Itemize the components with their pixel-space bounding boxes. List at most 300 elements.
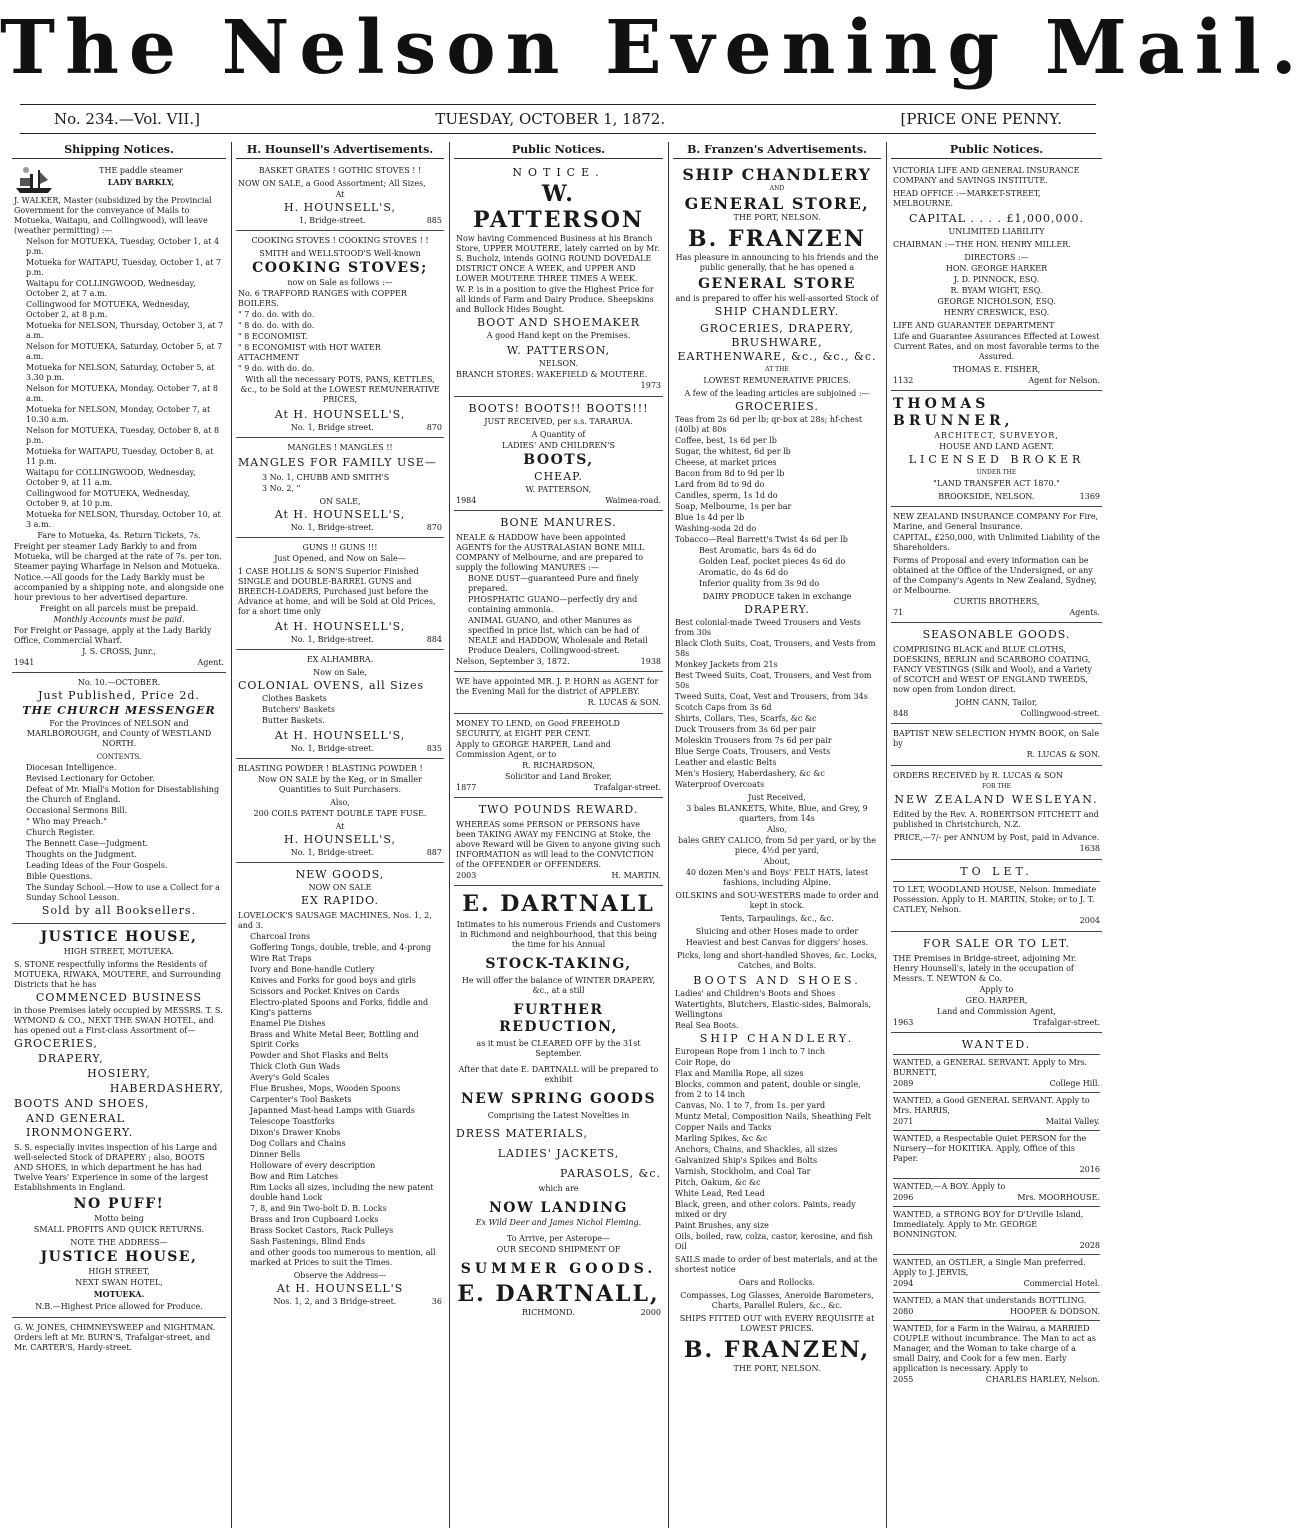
ad-line: GEO. HARPER, bbox=[965, 996, 1028, 1005]
ad-line: The Bennett Case—Judgment. bbox=[26, 839, 148, 848]
ad-boots bbox=[454, 399, 663, 511]
ad-line: At bbox=[335, 822, 345, 831]
ad-line: Blocks, common and patent, double or single, from 2 to 14 inch bbox=[675, 1080, 861, 1099]
ad-line: " Who may Preach." bbox=[26, 817, 107, 826]
ad-line: PARASOLS, &c. bbox=[559, 1167, 661, 1180]
ad-line: CHEAP. bbox=[534, 470, 583, 483]
ad-line: Sash Fastenings, Blind Ends bbox=[250, 1237, 366, 1246]
column-heading: H. Hounsell's Advertisements. bbox=[236, 142, 444, 159]
ad-line: LIFE AND GUARANTEE DEPARTMENT bbox=[893, 321, 1055, 330]
ad-line: NO PUFF! bbox=[73, 1196, 165, 1212]
ad-line: Just Received, bbox=[748, 793, 806, 802]
ad-line: S. STONE respectfully informs the Residents of MOTUEKA, RIWAKA, MOUTERE, and Surrounding Districts that he has bbox=[14, 960, 222, 989]
ad-line: SHIP CHANDLERY. bbox=[699, 1032, 855, 1045]
ad-line: NEW ZEALAND WESLEYAN. bbox=[894, 793, 1099, 806]
ad-line: No. 1, Bridge-street. bbox=[290, 635, 374, 644]
ad-line: Bow and Rim Latches bbox=[250, 1172, 339, 1181]
ad-line: Aromatic, do 4s 6d do bbox=[699, 568, 789, 577]
ad-line: Japanned Mast-head Lamps with Guards bbox=[250, 1106, 415, 1115]
ad-line: Maitai Valley. bbox=[1045, 1117, 1100, 1126]
ad-number: 2000 bbox=[640, 1308, 661, 1317]
ad-line: Church Register. bbox=[26, 828, 95, 837]
ad-dartnall bbox=[454, 888, 663, 1322]
ad-line: Candles, sperm, 1s 1d do bbox=[675, 491, 778, 500]
ad-line: Compasses, Log Glasses, Aneroide Barometers, Charts, Parallel Rulers, &c., &c. bbox=[680, 1291, 874, 1310]
ad-line: Copper Nails and Tacks bbox=[675, 1123, 772, 1132]
ad-line: Nelson for MOTUEKA, Monday, October 7, at 8 a.m. bbox=[26, 384, 218, 403]
ad-line: Now on Sale, bbox=[313, 668, 367, 677]
ad-line: CONTENTS. bbox=[96, 753, 142, 761]
ad-line: N.B.—Highest Price allowed for Produce. bbox=[35, 1302, 203, 1311]
ad-line: No. 1, Bridge street. bbox=[290, 423, 374, 432]
ad-appleby-agent bbox=[454, 674, 663, 714]
newspaper-title: The Nelson Evening Mail. bbox=[0, 5, 1307, 91]
ad-line: Anchors, Chains, and Shackles, all sizes bbox=[675, 1145, 838, 1154]
ad-line: Muntz Metal, Composition Nails, Sheathing Felt bbox=[675, 1112, 872, 1121]
ad-line: Rim Locks all sizes, including the new patent double hand Lock bbox=[250, 1183, 434, 1202]
ad-line: NELSON. bbox=[538, 359, 579, 368]
ad-line: Apply to bbox=[979, 985, 1014, 994]
ad-line: Real Sea Boots. bbox=[675, 1021, 739, 1030]
ad-line: Wire Rat Traps bbox=[250, 954, 312, 963]
ad-line: Varnish, Stockholm, and Coal Tar bbox=[675, 1167, 811, 1176]
ad-line: BLASTING POWDER ! BLASTING POWDER ! bbox=[238, 764, 423, 773]
ad-line: Best Tweed Suits, Coat, Trousers, and Vest from 50s bbox=[675, 671, 872, 690]
ad-line: Heaviest and best Canvas for diggers' hoses. bbox=[685, 938, 869, 947]
ad-line: The Sunday School.—How to use a Collect for a Sunday School Lesson. bbox=[26, 883, 220, 902]
ad-line: CAPITAL . . . . £1,000,000. bbox=[908, 212, 1085, 225]
ad-line: Notice.—All goods for the Lady Barkly must be accompanied by a shipping note, and alongside one hour previous to her advertised departure. bbox=[14, 573, 224, 602]
ad-lady-barkly bbox=[12, 163, 226, 673]
ad-line: WANTED, a GENERAL SERVANT. Apply to Mrs. BURNETT, bbox=[893, 1058, 1088, 1077]
ad-line: WANTED, a Respectable Quiet PERSON for the Nursery—for HOKITIKA. Apply, Office of this Paper. bbox=[893, 1130, 1100, 1164]
ad-line: GROCERIES. bbox=[735, 400, 819, 413]
ad-line: Bacon from 8d to 9d per lb bbox=[675, 469, 785, 478]
ad-line: Best Aromatic, bars 4s 6d do bbox=[699, 546, 817, 555]
ad-line: HIGH STREET, MOTUEKA. bbox=[63, 947, 175, 956]
ad-line: Picks, long and short-handled Shoves, &c. Locks, Catches, and Bolts. bbox=[677, 951, 877, 970]
ad-line: Collingwood-street. bbox=[1020, 709, 1100, 718]
ad-line: At H. HOUNSELL'S bbox=[276, 1282, 404, 1295]
ad-patterson-notice bbox=[454, 163, 663, 397]
ad-line: OILSKINS and SOU-WESTERS made to order and kept in stock. bbox=[675, 891, 879, 910]
column-heading: Shipping Notices. bbox=[12, 142, 226, 159]
ad-line: "LAND TRANSFER ACT 1870." bbox=[933, 479, 1060, 488]
ad-line: Blue Serge Coats, Trousers, and Vests bbox=[675, 747, 831, 756]
issue-date: TUESDAY, OCTOBER 1, 1872. bbox=[435, 110, 666, 128]
ad-line: MOTUEKA. bbox=[93, 1289, 145, 1299]
ad-line: Avery's Gold Scales bbox=[250, 1073, 330, 1082]
ad-line: Also, bbox=[330, 798, 350, 807]
ad-line: GENERAL STORE bbox=[698, 276, 856, 292]
ad-number: 1638 bbox=[1079, 844, 1100, 853]
ad-line: Motto being bbox=[94, 1214, 144, 1223]
issue-number: No. 234.—Vol. VII.] bbox=[54, 110, 200, 128]
ad-line: ORDERS RECEIVED by R. LUCAS & SON bbox=[893, 771, 1063, 780]
column-heading: Public Notices. bbox=[454, 142, 663, 159]
ad-line: Diocesan Intelligence. bbox=[26, 763, 117, 772]
ad-number: 2089 bbox=[893, 1079, 914, 1088]
ad-line: Waterproof Overcoats bbox=[675, 780, 765, 789]
ad-line: For Freight or Passage, apply at the Lady Barkly Office, Commercial Wharf. bbox=[14, 626, 212, 645]
ad-new-goods bbox=[236, 865, 444, 1311]
ad-line: NOTE THE ADDRESS— bbox=[70, 1238, 168, 1247]
ad-line: Now ON SALE by the Keg, or in Smaller Quantities to Suit Purchasers. bbox=[258, 775, 422, 794]
ad-line: Oils, boiled, raw, colza, castor, kerosine, and fish Oil bbox=[675, 1232, 873, 1251]
ad-line: Scissors and Pocket Knives on Cards bbox=[250, 987, 400, 996]
column-public-notices-2 bbox=[889, 142, 1104, 1528]
ad-line: NOTICE. bbox=[512, 166, 605, 179]
ad-line: THE PORT, NELSON. bbox=[733, 1364, 821, 1373]
ad-number: 885 bbox=[426, 216, 442, 225]
ad-line: GENERAL STORE, bbox=[684, 194, 870, 213]
ad-line: BOOT AND SHOEMAKER bbox=[477, 316, 640, 329]
ad-line: No. 10.—OCTOBER. bbox=[77, 678, 161, 687]
ad-line: WANTED, for a Farm in the Wairau, a MARRIED COUPLE without incumbrance. The Man to act as Manager, and the Woman to take charge of a small Dairy, and Cook for a few men. Early application is necessary. Apply to bbox=[893, 1320, 1100, 1374]
ad-line: CAPITAL, £250,000, with Unlimited Liability of the Shareholders. bbox=[893, 533, 1100, 552]
ad-line: Canvas, No. 1 to 7, from 1s. per yard bbox=[675, 1101, 826, 1110]
ad-line: Thick Cloth Gun Wads bbox=[250, 1062, 341, 1071]
column-divider bbox=[231, 142, 232, 1528]
ad-line: Waitapu for COLLINGWOOD, Wednesday, October 9, at 11 a.m. bbox=[26, 468, 196, 487]
ad-line: Bible Questions. bbox=[26, 872, 93, 881]
ad-line: THE CHURCH MESSENGER bbox=[22, 704, 216, 717]
ad-line: After that date E. DARTNALL will be prepared to exhibit bbox=[458, 1065, 659, 1084]
ad-number: 2016 bbox=[1079, 1165, 1100, 1174]
ad-line: R. BYAM WIGHT, ESQ. bbox=[950, 286, 1043, 295]
ad-line: At H. HOUNSELL'S, bbox=[274, 508, 406, 521]
ad-line: TO LET. bbox=[893, 865, 1100, 882]
ad-line: HOSIERY, bbox=[87, 1067, 151, 1080]
ad-line: W. P. is in a position to give the Highest Price for all kinds of Farm and Dairy Produce. Sheepskins and Bullock Hides Bought. bbox=[456, 285, 654, 314]
ad-line: DRAPERY. bbox=[744, 603, 810, 616]
ad-line: Nelson for MOTUEKA, Tuesday, October 8, at 8 p.m. bbox=[26, 426, 220, 445]
ad-line: MANGLES FOR FAMILY USE— bbox=[238, 456, 437, 469]
ad-seasonable-goods bbox=[891, 625, 1102, 724]
ad-number: 1941 bbox=[14, 658, 35, 667]
ad-line: J. S. CROSS, Junr., bbox=[82, 647, 156, 656]
ad-line: ARCHITECT, SURVEYOR, bbox=[934, 431, 1059, 440]
ad-line: Motueka for WAITAPU, Tuesday, October 1, at 7 p.m. bbox=[26, 258, 222, 277]
ad-line: Trafalgar-street. bbox=[593, 783, 661, 792]
ad-line: European Rope from 1 inch to 7 inch bbox=[675, 1047, 825, 1056]
ad-line: BOOTS, bbox=[523, 452, 594, 468]
ad-line: LADIES' AND CHILDREN'S bbox=[502, 441, 615, 450]
column-hounsell-ads bbox=[234, 142, 446, 1528]
ad-line: Brass and White Metal Beer, Bottling and Spirit Corks bbox=[250, 1030, 419, 1049]
ad-nz-insurance bbox=[891, 509, 1102, 623]
ad-line: and is prepared to offer his well-assorted Stock of bbox=[675, 294, 879, 303]
ad-line: Butter Baskets. bbox=[262, 716, 325, 725]
ad-line: Fare to Motueka, 4s. Return Tickets, 7s. bbox=[37, 531, 201, 540]
ad-line: Cheese, at market prices bbox=[675, 458, 777, 467]
column-divider bbox=[449, 142, 450, 1528]
ad-line: WANTED, an OSTLER, a Single Man preferred. Apply to J. JERVIS, bbox=[893, 1254, 1100, 1278]
ad-guns bbox=[236, 540, 444, 650]
ad-line: Electro-plated Spoons and Forks, fiddle and King's patterns bbox=[250, 998, 429, 1017]
ad-line: LADY BARKLY, bbox=[107, 177, 175, 187]
ad-line: EX ALHAMBRA. bbox=[306, 655, 374, 664]
dateline bbox=[20, 104, 1096, 134]
ad-line: Pitch, Oakum, &c &c bbox=[675, 1178, 761, 1187]
ad-line: J. WALKER, Master (subsidized by the Provincial Government for the conveyance of Mails to Motueka, Waitapu, and Collingwood), will leave (weather permitting) :— bbox=[14, 196, 212, 235]
ad-line: WANTED. bbox=[893, 1038, 1100, 1055]
ad-line: " 8 ECONOMIST. bbox=[238, 332, 308, 341]
ad-line: No. 1, Bridge-street. bbox=[290, 523, 374, 532]
ad-line: WANTED, a MAN that understands BOTTLING. bbox=[893, 1292, 1100, 1306]
ad-line: Sluicing and other Hoses made to order bbox=[695, 927, 859, 936]
ad-number: 1132 bbox=[893, 376, 914, 385]
ad-line: Ex Wild Deer and James Nichol Fleming. bbox=[475, 1218, 642, 1227]
ad-line: White Lead, Red Lead bbox=[675, 1189, 765, 1198]
ad-line: LADIES' JACKETS, bbox=[497, 1147, 620, 1160]
ad-line: A Quantity of bbox=[531, 430, 586, 439]
ad-line: Inferior quality from 3s 9d do bbox=[699, 579, 820, 588]
ad-line: Mrs. MOORHOUSE. bbox=[1017, 1193, 1100, 1202]
ad-line: FOR THE bbox=[981, 783, 1012, 790]
ad-line: NOW LANDING bbox=[488, 1200, 629, 1216]
ad-line: NEW SPRING GOODS bbox=[460, 1091, 657, 1107]
ad-line: WHEREAS some PERSON or PERSONS have been TAKING AWAY my FENCING at Stoke, the above Reward will be Given to anyone giving such INFORMATION as will lead to the CONVICTION of the OFFENDER or OFFENDERS. bbox=[456, 820, 661, 869]
ad-line: Nelson for MOTUEKA, Saturday, October 5, at 7 a.m. bbox=[26, 342, 223, 361]
ad-line: ON SALE, bbox=[319, 497, 361, 506]
ad-baptist-hymn-book bbox=[891, 726, 1102, 766]
ad-line: " 8 ECONOMIST with HOT WATER ATTACHMENT bbox=[238, 343, 381, 362]
column-shipping-notices bbox=[10, 142, 228, 1528]
ad-line: " 9 do. with do. do. bbox=[238, 364, 315, 373]
ad-number: 2055 bbox=[893, 1375, 914, 1384]
ad-church-messenger bbox=[12, 675, 226, 924]
ad-line: Just Opened, and Now on Sale— bbox=[274, 554, 406, 563]
ad-line: Forms of Proposal and every information can be obtained at the Office of the Undersigned, or any of the Company's Agents in New Zealand, Sydney, or Melbourne. bbox=[893, 556, 1097, 595]
ad-line: SHIPS FITTED OUT with EVERY REQUISITE at LOWEST PRICES. bbox=[679, 1314, 875, 1333]
ad-line: SEASONABLE GOODS. bbox=[922, 628, 1071, 641]
ad-number: 887 bbox=[426, 848, 442, 857]
ad-wanted bbox=[891, 1035, 1102, 1389]
ad-line: Coir Rope, do bbox=[675, 1058, 731, 1067]
ad-line: as it must be CLEARED OFF by the 31st September. bbox=[476, 1039, 641, 1058]
ad-line: LICENSED BROKER bbox=[908, 453, 1085, 466]
ad-line: BOOTS AND SHOES, bbox=[14, 1097, 150, 1110]
ad-line: A few of the leading articles are subjoined :— bbox=[684, 389, 870, 398]
ad-line: NEW GOODS, bbox=[295, 868, 385, 881]
ad-line: Goffering Tongs, double, treble, and 4-prong bbox=[250, 943, 432, 952]
ad-line: bales GREY CALICO, from 5d per yard, or by the piece, 4½d per yard, bbox=[677, 836, 877, 855]
ad-line: Paint Brushes, any size bbox=[675, 1221, 769, 1230]
ad-line: E. DARTNALL, bbox=[457, 1281, 660, 1307]
ad-line: FURTHER REDUCTION, bbox=[499, 1002, 618, 1035]
ad-line: DIRECTORS :— bbox=[964, 253, 1029, 262]
ad-franzen-store bbox=[673, 163, 881, 1379]
ad-line: No. 1, Bridge-street. bbox=[290, 744, 374, 753]
ad-line: Powder and Shot Flasks and Belts bbox=[250, 1051, 389, 1060]
ad-number: 2080 bbox=[893, 1307, 914, 1316]
ad-line: Solicitor and Land Broker, bbox=[505, 772, 612, 781]
ad-line: Motueka for NELSON, Thursday, October 10, at 3 a.m. bbox=[26, 510, 221, 529]
ad-line: COOKING STOVES ! COOKING STOVES ! ! bbox=[251, 236, 429, 245]
ad-line: Clothes Baskets bbox=[262, 694, 327, 703]
ad-line: Duck Trousers from 3s 6d per pair bbox=[675, 725, 816, 734]
ad-number: 1963 bbox=[893, 1018, 914, 1027]
ad-line: Marling Spikes, &c &c bbox=[675, 1134, 768, 1143]
ad-number: 1938 bbox=[640, 657, 661, 666]
ad-line: At H. HOUNSELL'S, bbox=[274, 729, 406, 742]
ad-line: Apply to GEORGE HARPER, Land and Commission Agent, or to bbox=[456, 740, 611, 759]
ad-line: TWO POUNDS REWARD. bbox=[478, 803, 639, 816]
ad-for-sale-or-let bbox=[891, 934, 1102, 1033]
column-franzen-ads bbox=[671, 142, 883, 1528]
ad-line: Ivory and Bone-handle Cutlery bbox=[250, 965, 375, 974]
ad-line: CHAIRMAN :—THE HON. HENRY MILLER. bbox=[893, 240, 1071, 249]
ad-line: GROCERIES, DRAPERY, BRUSHWARE, EARTHENWARE, &c., &c., &c. bbox=[677, 322, 877, 363]
ad-line: NEALE & HADDOW have been appointed AGENTS for the AUSTRALASIAN BONE MILL COMPANY of Melbourne, and are prepared to supply the following MANURES :— bbox=[456, 533, 645, 572]
ad-line: JUSTICE HOUSE, bbox=[40, 1249, 198, 1265]
ad-line: Collingwood for MOTUEKA, Wednesday, October 2, at 8 p.m. bbox=[26, 300, 190, 319]
ad-line: STOCK-TAKING, bbox=[485, 956, 632, 972]
ad-line: Monkey Jackets from 21s bbox=[675, 660, 778, 669]
ad-cooking-stoves bbox=[236, 233, 444, 438]
ad-line: 1, Bridge-street. bbox=[299, 216, 366, 225]
ad-line: Observe the Address— bbox=[293, 1271, 387, 1280]
ad-line: Freight on all parcels must be prepaid. bbox=[39, 604, 199, 613]
ad-number: 1369 bbox=[1079, 492, 1100, 501]
ad-line: Land and Commission Agent, bbox=[937, 1007, 1056, 1016]
ad-reward bbox=[454, 800, 663, 886]
ad-line: EX RAPIDO. bbox=[300, 894, 380, 907]
ad-line: AND GENERAL IRONMONGERY. bbox=[26, 1112, 134, 1139]
ad-line: GUNS !! GUNS !!! bbox=[302, 543, 378, 552]
ad-line: AND bbox=[769, 185, 785, 192]
ad-line: No. 1, Bridge-street. bbox=[290, 848, 374, 857]
ad-line: MANGLES ! MANGLES !! bbox=[287, 443, 393, 452]
ad-line: Monthly Accounts must be paid. bbox=[53, 615, 185, 624]
ad-number: 36 bbox=[431, 1297, 442, 1306]
ad-mangles bbox=[236, 440, 444, 538]
ad-line: About, bbox=[763, 857, 791, 866]
ad-line: GROCERIES, bbox=[14, 1037, 98, 1050]
ad-line: Soap, Melbourne, 1s per bar bbox=[675, 502, 792, 511]
ad-line: LOVELOCK'S SAUSAGE MACHINES, Nos. 1, 2, and 3. bbox=[238, 911, 432, 930]
ad-line: COMMENCED BUSINESS bbox=[35, 991, 203, 1004]
ad-line: Waimea-road. bbox=[605, 496, 661, 505]
ad-colonial-ovens bbox=[236, 652, 444, 759]
ad-line: Teas from 2s 6d per lb; qr-box at 28s; hf-chest (40lb) at 80s bbox=[675, 415, 863, 434]
ad-line: R. RICHARDSON, bbox=[522, 761, 595, 770]
ad-line: LOWEST REMUNERATIVE PRICES. bbox=[703, 376, 851, 385]
ad-line: BOOTS AND SHOES. bbox=[693, 974, 861, 987]
ad-line: Comprising the Latest Novelties in bbox=[487, 1111, 630, 1120]
ad-line: Defeat of Mr. Miall's Motion for Disestablishing the Church of England. bbox=[26, 785, 220, 804]
ad-line: Leading Ideas of the Four Gospels. bbox=[26, 861, 168, 870]
ad-line: At H. HOUNSELL'S, bbox=[274, 620, 406, 633]
ad-line: BAPTIST NEW SELECTION HYMN BOOK, on Sale by bbox=[893, 729, 1099, 748]
ad-line: Lard from 8d to 9d do bbox=[675, 480, 765, 489]
ad-line: THOMAS BRUNNER, bbox=[893, 396, 1014, 429]
ad-line: Dinner Bells bbox=[250, 1150, 301, 1159]
column-divider bbox=[668, 142, 669, 1528]
ad-line: and other goods too numerous to mention, all marked at Prices to suit the Times. bbox=[250, 1248, 436, 1267]
ad-bone-manures bbox=[454, 513, 663, 672]
ad-line: Motueka for WAITAPU, Tuesday, October 8, at 11 p.m. bbox=[26, 447, 214, 466]
ad-line: W. PATTERSON, bbox=[525, 485, 592, 494]
ad-line: FOR SALE OR TO LET. bbox=[923, 937, 1070, 950]
ad-to-let bbox=[891, 862, 1102, 932]
ad-line: Motueka for NELSON, Saturday, October 5, at 3.30 p.m. bbox=[26, 363, 215, 382]
ad-line: " 7 do. do. with do. bbox=[238, 310, 315, 319]
ad-thomas-brunner bbox=[891, 393, 1102, 507]
ad-number: 2003 bbox=[456, 871, 477, 880]
ad-line: SUMMER GOODS. bbox=[460, 1261, 657, 1277]
ad-line: Life and Guarantee Assurances Effected at Lowest Current Rates, and on most favorable terms to the Assured. bbox=[893, 332, 1100, 361]
ad-number: 1877 bbox=[456, 783, 477, 792]
ad-number: 2096 bbox=[893, 1193, 914, 1202]
ad-line: Agent for Nelson. bbox=[1028, 376, 1100, 385]
ad-line: THE Premises in Bridge-street, adjoining Mr. Henry Hounsell's, lately in the occupation of Messrs. T. NEWTON & Co. bbox=[893, 954, 1077, 983]
ad-line: Black Cloth Suits, Coat, Trousers, and Vests from 58s bbox=[675, 639, 876, 658]
ad-line: Leather and elastic Belts bbox=[675, 758, 777, 767]
ad-line: COMPRISING BLACK and BLUE CLOTHS, DOESKINS, BERLIN and SCARBORO COATING, FANCY VESTINGS (Silk and Wool), and a Variety of SCOTCH and WEST OF ENGLAND TWEEDS, now open from London direct. bbox=[893, 645, 1092, 694]
ad-line: Agents. bbox=[1069, 608, 1100, 617]
ad-line: SMALL PROFITS AND QUICK RETURNS. bbox=[33, 1225, 205, 1234]
ad-line: Scotch Caps from 3s 6d bbox=[675, 703, 772, 712]
ad-number: 1984 bbox=[456, 496, 477, 505]
ad-line: TO LET, WOODLAND HOUSE, Nelson. Immediate Possession. Apply to H. MARTIN, Stoke; or to J. T. CATLEY, Nelson. bbox=[893, 885, 1097, 914]
ad-line: He will offer the balance of WINTER DRAPERY, &c., at a still bbox=[461, 976, 656, 995]
ad-line: Brass Socket Castors, Rack Pulleys bbox=[250, 1226, 394, 1235]
column-heading: B. Franzen's Advertisements. bbox=[673, 142, 881, 159]
ad-line: Thoughts on the Judgment. bbox=[26, 850, 137, 859]
ad-line: WANTED,—A BOY. Apply to bbox=[893, 1178, 1100, 1192]
ad-line: SMITH and WELLSTOOD'S Well-known bbox=[259, 249, 421, 258]
ad-number: 71 bbox=[893, 608, 904, 617]
ad-number: 835 bbox=[426, 744, 442, 753]
ad-line: H. HOUNSELL'S, bbox=[284, 201, 396, 214]
ad-line: OUR SECOND SHIPMENT OF bbox=[496, 1245, 621, 1254]
ad-line: Watertights, Blutchers, Elastic-sides, Balmorals, Wellingtons bbox=[675, 1000, 872, 1019]
ad-line: Oars and Rollocks. bbox=[738, 1278, 816, 1287]
ad-line: Blue 1s 4d per lb bbox=[675, 513, 745, 522]
ad-line: Tobacco—Real Barrett's Twist 4s 6d per lb bbox=[675, 535, 848, 544]
ad-line: Commercial Hotel. bbox=[1023, 1279, 1100, 1288]
ad-line: BONE MANURES. bbox=[500, 516, 617, 529]
ad-line: J. D. PINNOCK, ESQ. bbox=[953, 275, 1040, 284]
ad-line: Intimates to his numerous Friends and Customers in Richmond and neighbourhood, that this being the time for his Annual bbox=[456, 920, 661, 949]
ad-line: in those Premises lately occupied by MESSRS. T. S. WYMOND & CO., NEXT THE SWAN HOTEL, and has opened out a First-class Assortment of— bbox=[14, 1006, 223, 1035]
steamer-ship-icon bbox=[14, 166, 54, 196]
issue-price: [PRICE ONE PENNY. bbox=[900, 110, 1062, 128]
ad-line: WE have appointed MR. J. P. HORN as AGENT for the Evening Mail for the district of APPLEBY. bbox=[456, 677, 659, 696]
ad-line: Men's Hosiery, Haberdashery, &c &c bbox=[675, 769, 825, 778]
ad-line: A good Hand kept on the Premises. bbox=[486, 331, 631, 340]
ad-line: Agent. bbox=[197, 658, 224, 667]
ad-line: 3 bales BLANKETS, White, Blue, and Grey, 9 quarters, from 14s bbox=[686, 804, 868, 823]
ad-line: THE paddle steamer bbox=[99, 166, 183, 175]
ad-line: UNDER THE bbox=[976, 469, 1017, 476]
ad-line: THOMAS E. FISHER, bbox=[952, 365, 1041, 374]
ad-line: SHIP CHANDLERY. bbox=[714, 305, 840, 318]
ad-line: Motueka for NELSON, Thursday, October 3, at 7 a.m. bbox=[26, 321, 224, 340]
ad-line: H. HOUNSELL'S, bbox=[284, 833, 396, 846]
ad-line: JOHN CANN, Tailor, bbox=[955, 698, 1038, 707]
ad-number: 870 bbox=[426, 523, 442, 532]
ad-line: W. PATTERSON bbox=[473, 181, 644, 233]
ad-line: CHARLES HARLEY, Nelson. bbox=[985, 1375, 1100, 1384]
ad-line: NOW ON SALE, a Good Assortment; All Sizes, bbox=[238, 179, 426, 188]
ad-line: R. LUCAS & SON. bbox=[587, 698, 661, 707]
ad-line: Has pleasure in announcing to his friends and the public generally, that he has opened a bbox=[675, 253, 879, 272]
ad-line: GEORGE NICHOLSON, ESQ. bbox=[937, 297, 1056, 306]
ad-line: Revised Lectionary for October. bbox=[26, 774, 155, 783]
